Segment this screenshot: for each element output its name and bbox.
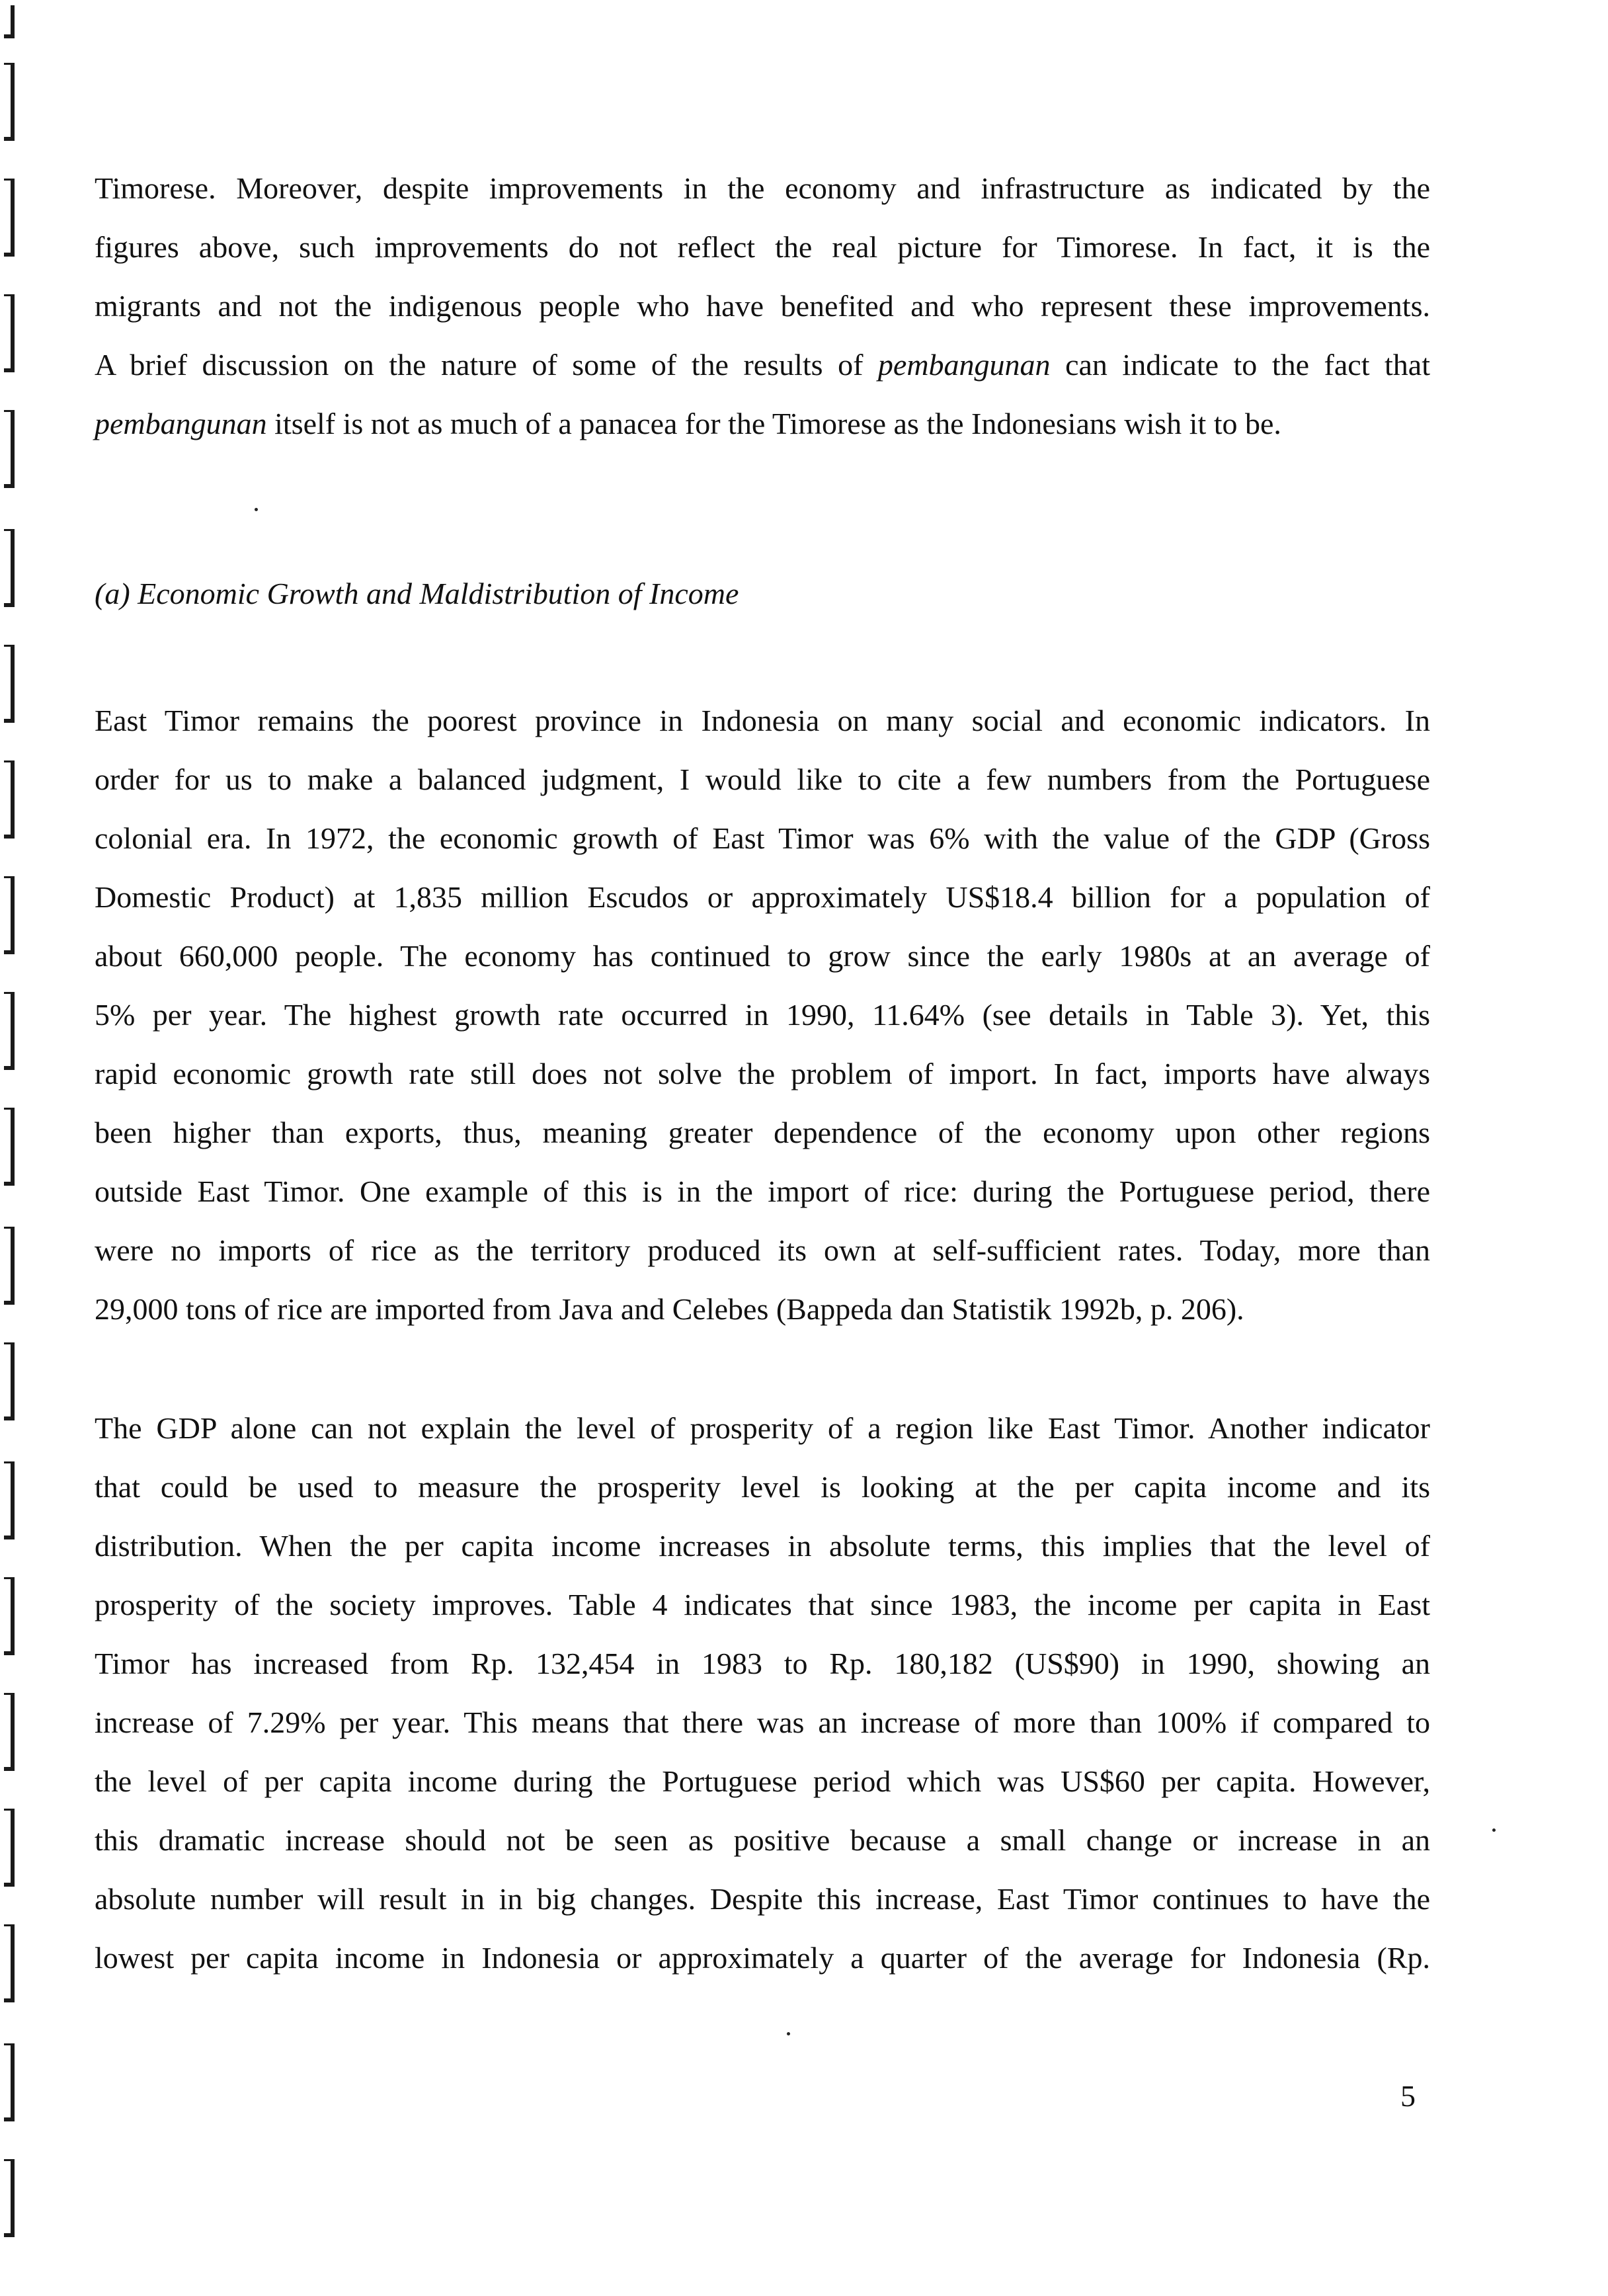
text-line: colonial era. In 1972, the economic growth of East Timor was 6% with the value of the GDP (Gross bbox=[95, 821, 1430, 855]
binding-bracket bbox=[4, 5, 15, 38]
text-line: that could be used to measure the prosperity level is looking at the per capita income and its bbox=[95, 1470, 1430, 1504]
binding-bracket bbox=[4, 1693, 15, 1771]
text-line: 29,000 tons of rice are imported from Java and Celebes (Bappeda dan Statistik 1992b, p. 206). bbox=[95, 1292, 1244, 1326]
binding-bracket bbox=[4, 1924, 15, 2002]
binding-bracket bbox=[4, 1577, 15, 1655]
text-line: were no imports of rice as the territory produced its own at self-sufficient rates. Today, more than bbox=[95, 1233, 1430, 1267]
text-line: outside East Timor. One example of this is in the import of rice: during the Portuguese period, there bbox=[95, 1174, 1430, 1208]
text-line: East Timor remains the poorest province in Indonesia on many social and economic indicators. In bbox=[95, 704, 1430, 737]
binding-bracket bbox=[4, 760, 15, 839]
text-line: migrants and not the indigenous people who have benefited and who represent these improvements. bbox=[95, 289, 1430, 323]
italic-term: pembangunan bbox=[877, 348, 1051, 382]
scan-speck bbox=[787, 2032, 790, 2035]
binding-bracket bbox=[4, 294, 15, 372]
binding-bracket bbox=[4, 2159, 15, 2237]
text-line: A brief discussion on the nature of some of the results of pembangunan can indicate to the fact that bbox=[95, 348, 1430, 382]
text-line: Timorese. Moreover, despite improvements in the economy and infrastructure as indicated by the bbox=[95, 171, 1430, 205]
text-line: rapid economic growth rate still does not solve the problem of import. In fact, imports have always bbox=[95, 1057, 1430, 1090]
text-line: increase of 7.29% per year. This means that there was an increase of more than 100% if compared to bbox=[95, 1705, 1430, 1739]
page-number: 5 bbox=[1400, 2079, 1416, 2113]
text-line: order for us to make a balanced judgment, I would like to cite a few numbers from the Portuguese bbox=[95, 762, 1430, 796]
binding-bracket bbox=[4, 1342, 15, 1420]
paragraph-3 bbox=[95, 1399, 1430, 1987]
text-line: figures above, such improvements do not reflect the real picture for Timorese. In fact, it is the bbox=[95, 230, 1430, 264]
binding-bracket bbox=[4, 63, 15, 141]
paragraph-1 bbox=[95, 159, 1430, 453]
binding-bracket bbox=[4, 1809, 15, 1887]
binding-bracket bbox=[4, 645, 15, 723]
text-line: distribution. When the per capita income increases in absolute terms, this implies that the level of bbox=[95, 1529, 1430, 1563]
binding-marks bbox=[0, 0, 40, 2296]
text-line: 5% per year. The highest growth rate occurred in 1990, 11.64% (see details in Table 3). Yet, this bbox=[95, 998, 1430, 1032]
text-line: pembangunan itself is not as much of a panacea for the Timorese as the Indonesians wish it to be. bbox=[95, 407, 1281, 440]
text-line: prosperity of the society improves. Table 4 indicates that since 1983, the income per capita in East bbox=[95, 1588, 1430, 1621]
binding-bracket bbox=[4, 410, 15, 488]
binding-bracket bbox=[4, 529, 15, 607]
binding-bracket bbox=[4, 992, 15, 1070]
italic-term: pembangunan bbox=[95, 407, 267, 440]
text-line: about 660,000 people. The economy has continued to grow since the early 1980s at an average of bbox=[95, 939, 1430, 973]
text-line: this dramatic increase should not be seen as positive because a small change or increase in an bbox=[95, 1823, 1430, 1857]
text-line: absolute number will result in in big changes. Despite this increase, East Timor continues to have the bbox=[95, 1882, 1430, 1916]
text-line: been higher than exports, thus, meaning greater dependence of the economy upon other regions bbox=[95, 1116, 1430, 1149]
binding-bracket bbox=[4, 1461, 15, 1539]
text-line: Timor has increased from Rp. 132,454 in 1983 to Rp. 180,182 (US$90) in 1990, showing an bbox=[95, 1647, 1430, 1680]
binding-bracket bbox=[4, 876, 15, 954]
section-heading: (a) Economic Growth and Maldistribution of Income bbox=[95, 577, 739, 610]
text-line: lowest per capita income in Indonesia or approximately a quarter of the average for Indonesia (Rp. bbox=[95, 1941, 1430, 1975]
text-line: the level of per capita income during the Portuguese period which was US$60 per capita. However, bbox=[95, 1764, 1430, 1798]
binding-bracket bbox=[4, 2043, 15, 2121]
binding-bracket bbox=[4, 179, 15, 257]
paragraph-2 bbox=[95, 691, 1430, 1338]
text-line: Domestic Product) at 1,835 million Escudos or approximately US$18.4 billion for a population of bbox=[95, 880, 1430, 914]
binding-bracket bbox=[4, 1227, 15, 1305]
binding-bracket bbox=[4, 1108, 15, 1186]
text-line: The GDP alone can not explain the level of prosperity of a region like East Timor. Another indicator bbox=[95, 1411, 1430, 1445]
scan-speck bbox=[255, 508, 258, 511]
scan-speck bbox=[1492, 1828, 1496, 1832]
